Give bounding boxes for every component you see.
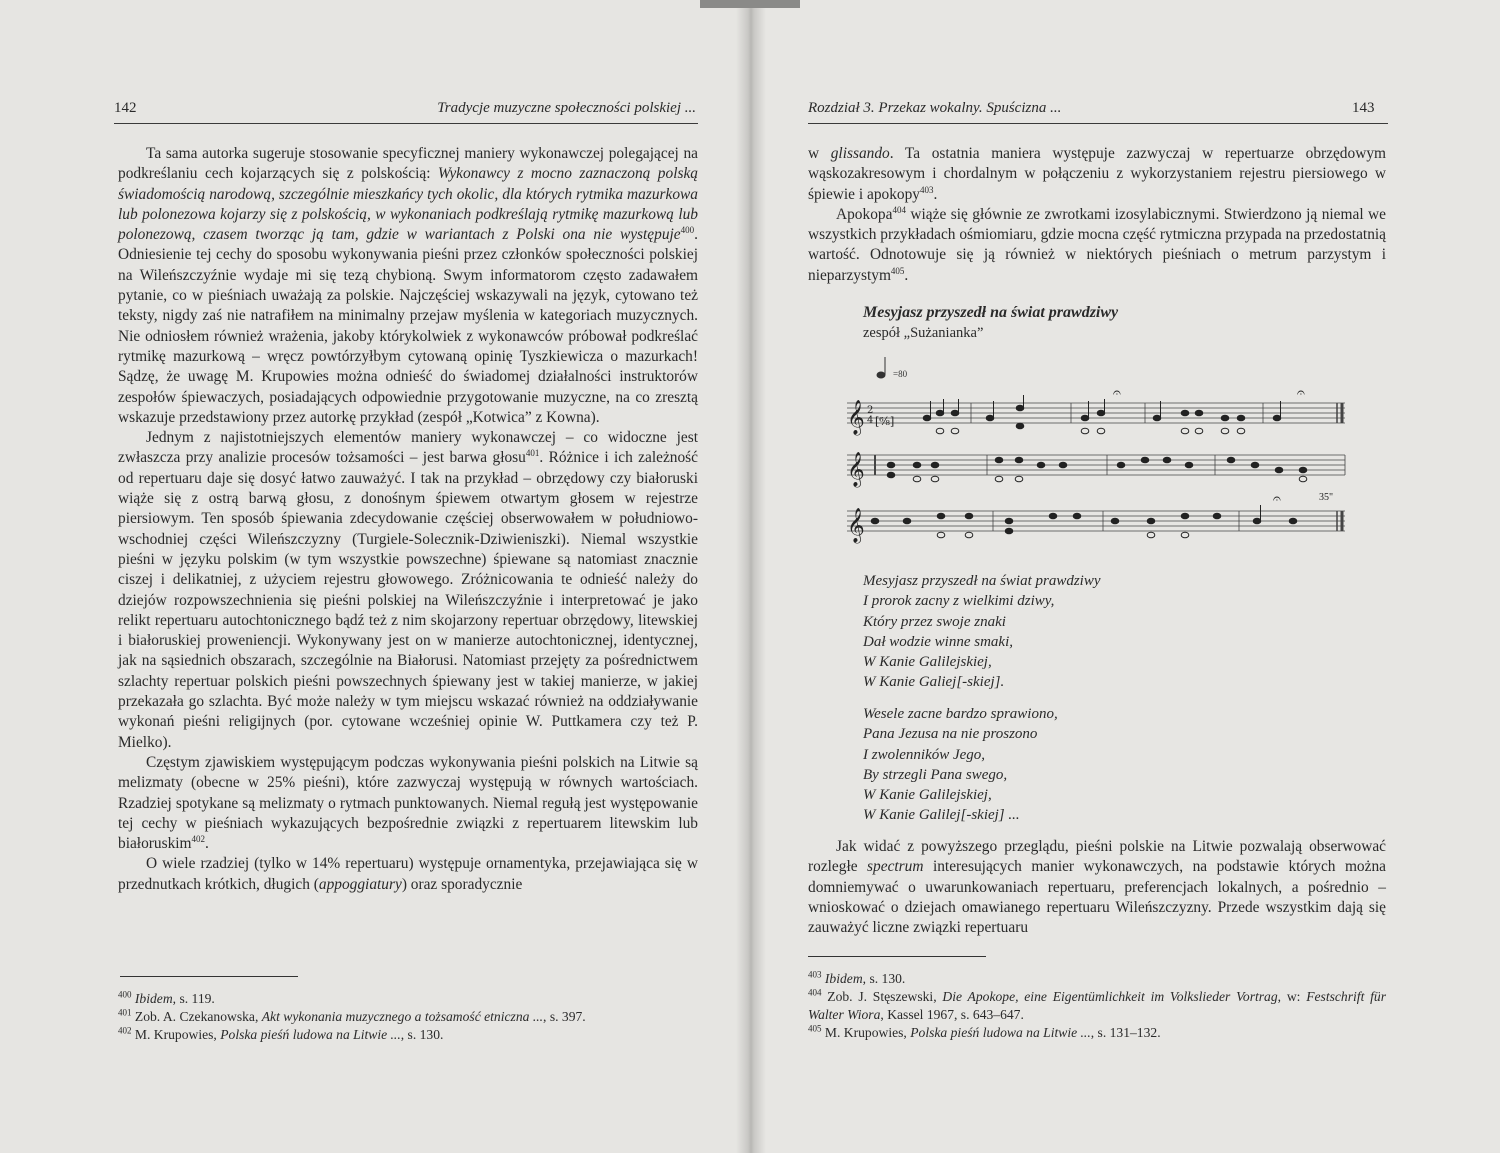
tempo-note-icon bbox=[877, 372, 885, 378]
staff-1 bbox=[847, 403, 1345, 423]
lyric-line: By strzegli Pana swego, bbox=[863, 766, 1008, 783]
song-ensemble: zespół „Sużanianka” bbox=[863, 325, 984, 341]
page-number: 143 bbox=[1352, 100, 1375, 116]
left-body-text bbox=[118, 144, 698, 895]
fermata-icon: 𝄐 bbox=[1273, 491, 1281, 507]
paragraph: w glissando. Ta ostatnia maniera występuje zazwyczaj w repertuarze obrzędowym wąskozakresowym i chordalnym w połączeniu z wykorzystaniem rejestru piersiowego w śpiewie i apokopy$^{403}$. bbox=[808, 145, 1386, 203]
lyrics-stanza-1 bbox=[863, 571, 1101, 693]
lyric-line: W Kanie Galilejskiej, bbox=[863, 654, 992, 671]
running-title: Tradycje muzyczne społeczności polskiej ... bbox=[437, 100, 696, 116]
right-footnotes bbox=[808, 970, 1386, 1042]
duration-mark: 35" bbox=[1319, 492, 1334, 503]
binding-shadow bbox=[700, 0, 800, 8]
lyric-line: Pana Jezusa na nie proszono bbox=[863, 726, 1038, 743]
paragraph: Jak widać z powyższego przeglądu, pieśni polskie na Litwie pozwalają obserwować rozległe spectrum interesujących manier wykonawczych, na podstawie których można domniemywać o uwarunkowaniach repertuaru, preferencjach lokalnych, a pośrednio – wnioskować o dziejach omawianego repertuaru Wileńszczyzny. Przede wszystkim dają się zauważyć liczne związki repertuaru bbox=[808, 838, 1386, 937]
lyric-line: I prorok zacny z wielkimi dziwy, bbox=[863, 593, 1055, 610]
lyric-line: Dał wodzie winne smaki, bbox=[863, 633, 1013, 650]
footnote: $^{404}$ Zob. J. Stęszewski, Die Apokope, eine Eigentümlichkeit im Volkslieder Vortrag, w: Festschrift für Walter Wiora, Kassel 1967, s. 643–647. bbox=[808, 987, 1386, 1022]
footnote: $^{405}$ M. Krupowies, Polska pieśń ludowa na Litwie ..., s. 131–132. bbox=[808, 1023, 1161, 1040]
left-footnotes bbox=[118, 990, 698, 1044]
svg-text:2: 2 bbox=[867, 405, 874, 416]
lyric-line: I zwolenników Jego, bbox=[863, 746, 986, 763]
footnote: $^{401}$ Zob. A. Czekanowska, Akt wykonania muzycznego a tożsamość etniczna ..., s. 397. bbox=[118, 1007, 586, 1024]
right-running-title bbox=[808, 100, 1061, 117]
book-gutter bbox=[736, 0, 766, 1153]
header-rule bbox=[808, 123, 1388, 124]
treble-clef-icon: 𝄞 bbox=[847, 452, 865, 487]
music-score bbox=[845, 355, 1355, 545]
notes-staff-2 bbox=[887, 457, 1307, 482]
notes-staff-1 bbox=[923, 395, 1281, 434]
fermata-icon: 𝄐 bbox=[1297, 385, 1305, 401]
footnote-rule bbox=[808, 956, 986, 957]
paragraph: Apokopa$^{404}$ wiąże się głównie ze zwrotkami izosylabicznymi. Stwierdzono ją niemal we wszystkich przykładach ośmiomiaru, gdzie mocna część rytmiczna przypada na przedostatnią wartość. Odnotowuje się ją również w niektórych pieśniach o metrum parzystym i nieparzystym$^{405}$. bbox=[808, 204, 1386, 284]
lyric-line: W Kanie Galiej[-skiej]. bbox=[863, 674, 1005, 691]
lyric-line: W Kanie Galilej[-skiej] ... bbox=[863, 807, 1020, 824]
paragraph: Ta sama autorka sugeruje stosowanie specyficznej maniery wykonawczej polegającej na podkreślaniu cech kojarzących się z polskością: Wykonawcy z mocno zaznaczoną polską świadomością narodową, szczególnie mieszkańcy tych okolic, dla których rytmika mazurkowa lub polonezowa kojarzy się z polskością, w wykonaniach podkreślają rytmikę mazurkową lub polonezową, czasem tworząc ją tam, gdzie w wariantach z Polski ona nie występuje$^{400}$. Odniesienie tej cechy do sposobu wykonywania pieśni przez członków społeczności polskiej na Wileńszczyźnie wydaje mi się tezą chybioną. Swym informatorom często zadawałem pytanie, co w pieśniach uważają za polskie. Najczęściej wskazywali na język, cytowano też teksty, nigdy zaś nie natrafiłem na minimalny przejaw myślenia w kategoriach muzycznych. Nie odniosłem również wrażenia, jakoby którykolwiek z wykonawców próbował podkreślać rytmikę mazurkową – wręcz powtórzyłbym cytowaną opinię Tyszkiewicza o mazurkach! Sądzę, że uwagę M. Krupowies można odnieść do świadomej działalności instruktorów zespołów śpiewaczych, posiadających odpowiednie przygotowanie muzyczne, na co zresztą wskazuje przedstawiony przez autorkę przykład (zespół „Kotwica” z Kowna). bbox=[118, 145, 698, 426]
song-title: Mesyjasz przyszedł na świat prawdziwy bbox=[863, 304, 1119, 321]
treble-clef-icon: 𝄞 bbox=[847, 400, 865, 435]
svg-text:4: 4 bbox=[867, 415, 874, 426]
left-page-number bbox=[114, 100, 137, 117]
paragraph: Jednym z najistotniejszych elementów maniery wykonawczej – co widoczne jest zwłaszcza przy analizie procesów tożsamości – jest barwa głosu$^{401}$. Różnice i ich zależność od repertuaru daje się dosyć łatwo zauważyć. I tak na przykład – obrzędowy czy białoruski wiąże się z ostrą barwą głosu, z donośnym śpiewem otwartym głosem w rejestrze piersiowym. Ten sposób śpiewania zdecydowanie częściej obserwowałem w południowo-wschodniej części Wileńszczyzny (Turgiele-Solecznik-Dziwieniszki). Niemal wszystkie pieśni w języku polskim (w tym wszystkie powszechne) śpiewane są natomiast znacznie ciszej i delikatniej, z użyciem rejestru głowowego. Zróżnicowania te odnieść należy do dziejów rozpowszechnienia się pieśni polskiej na Wileńszczyźnie i interpretować je jako relikt repertuaru autochtonicznego bądź też z nim skojarzony repertuar obrzędowy, litewskiej i białoruskiej proweniencji. Wykonywany jest on w manierze autochtonicznej, identycznej, jak na sąsiednich obszarach, szczególnie na Białorusi. Natomiast przejęty za pośrednictwem szlachty repertuar polskich pieśni powszechnych śpiewany jest w takiej manierze, w jakiej przekazała go szlachta. Być może należy w tym miejscu wskazać również na oddziaływanie wykonań pieśni religijnych (por. cytowane wcześniej opinie W. Puttkamera czy też P. Mielko). bbox=[118, 429, 698, 751]
header-rule bbox=[114, 123, 698, 124]
lyrics-stanza-2 bbox=[863, 704, 1058, 826]
paragraph: O wiele rzadziej (tylko w 14% repertuaru) występuje ornamentyka, przejawiająca się w przednutkach krótkich, długich (appoggiatury) oraz sporadycznie bbox=[118, 855, 698, 893]
footnote: $^{402}$ M. Krupowies, Polska pieśń ludowa na Litwie ..., s. 130. bbox=[118, 1025, 444, 1042]
svg-text:[⁶⁄₈]: [⁶⁄₈] bbox=[875, 415, 895, 428]
running-title: Rozdział 3. Przekaz wokalny. Spuścizna ... bbox=[808, 100, 1062, 116]
page-number: 142 bbox=[114, 100, 137, 116]
tempo-mark: =80 bbox=[893, 369, 908, 379]
left-running-title bbox=[412, 100, 696, 117]
footnote-rule bbox=[120, 976, 298, 977]
fermata-icon: 𝄐 bbox=[1113, 385, 1121, 401]
staff-2 bbox=[847, 455, 1345, 475]
footnote: $^{400}$ Ibidem, s. 119. bbox=[118, 989, 215, 1006]
lyric-line: Mesyjasz przyszedł na świat prawdziwy bbox=[863, 573, 1101, 589]
right-body-text bbox=[808, 144, 1386, 286]
lyric-line: W Kanie Galilejskiej, bbox=[863, 787, 992, 804]
right-page-number bbox=[1352, 100, 1375, 117]
closing-text bbox=[808, 837, 1386, 938]
paragraph: Częstym zjawiskiem występującym podczas wykonywania pieśni polskich na Litwie są melizmaty (obecne w 25% pieśni), które zazwyczaj występują w równych wartościach. Rzadziej spotykane są melizmaty o rytmach punktowanych. Niemal regułą jest występowanie tej cechy w pieśniach wykazujących bezpośrednie związki z repertuarem litewskim lub białoruskim$^{402}$. bbox=[118, 753, 698, 853]
treble-clef-icon: 𝄞 bbox=[847, 508, 865, 543]
lyric-line: Wesele zacne bardzo sprawiono, bbox=[863, 706, 1058, 722]
staff-3 bbox=[847, 511, 1345, 531]
notes-staff-3 bbox=[871, 505, 1297, 538]
lyric-line: Który przez swoje znaki bbox=[863, 613, 1006, 630]
footnote: $^{403}$ Ibidem, s. 130. bbox=[808, 969, 906, 986]
